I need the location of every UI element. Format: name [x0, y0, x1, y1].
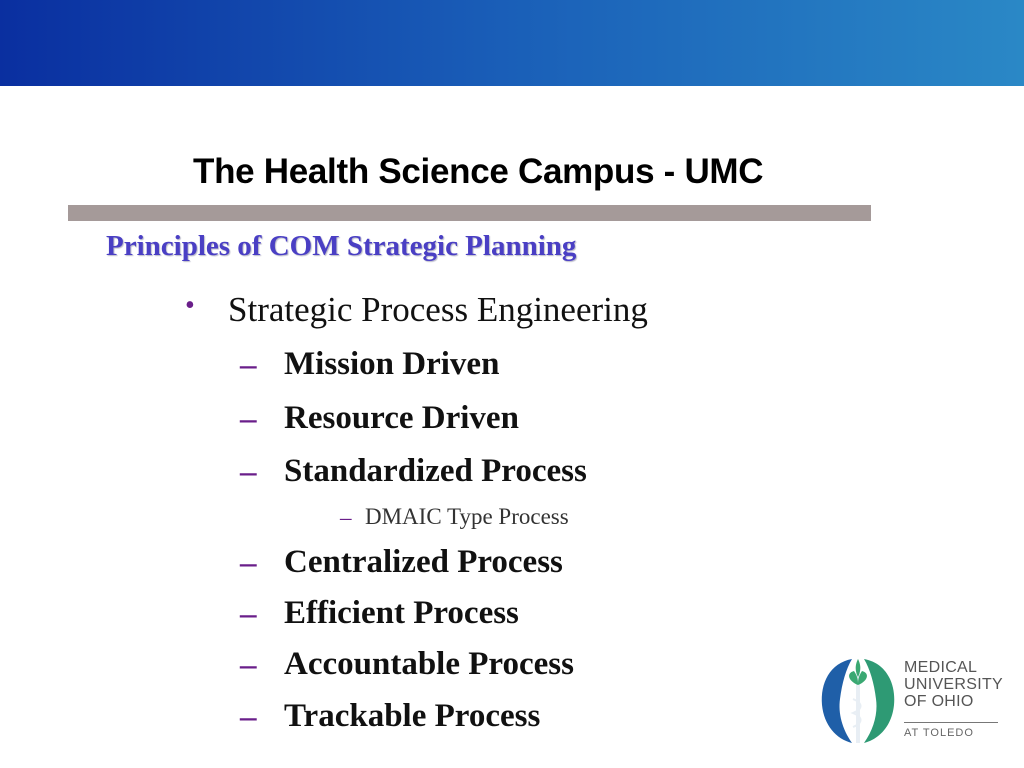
logo-wordmark — [904, 659, 1003, 710]
logo-line-2: UNIVERSITY — [904, 676, 1004, 693]
bullet-text: Mission Driven — [284, 346, 500, 382]
slide-title: The Health Science Campus - UMC — [193, 152, 764, 191]
bullet-marker: – — [240, 545, 257, 581]
logo-subtitle: AT TOLEDO — [904, 727, 974, 739]
bullet-marker: • — [185, 290, 195, 321]
bullet-marker: – — [340, 505, 352, 530]
logo-line-3: OF OHIO — [904, 693, 974, 710]
bullet-text: Strategic Process Engineering — [228, 290, 648, 329]
slide-subtitle: Principles of COM Strategic Planning — [106, 230, 577, 262]
title-divider — [68, 205, 871, 221]
bullet-marker: – — [240, 454, 257, 490]
bullet-text: DMAIC Type Process — [365, 504, 569, 529]
bullet-text: Accountable Process — [284, 646, 574, 682]
bullet-marker: – — [240, 647, 257, 683]
bullet-marker: – — [240, 401, 257, 437]
university-logo — [818, 655, 1008, 747]
header-band — [0, 0, 1024, 86]
bullet-text: Efficient Process — [284, 595, 519, 631]
bullet-text: Standardized Process — [284, 453, 587, 489]
bullet-marker: – — [240, 699, 257, 735]
logo-divider — [904, 722, 998, 723]
bullet-text: Centralized Process — [284, 544, 563, 580]
bullet-marker: – — [240, 596, 257, 632]
bullet-marker: – — [240, 347, 257, 383]
bullet-text: Resource Driven — [284, 400, 519, 436]
caduceus-emblem-icon — [818, 655, 898, 747]
bullet-text: Trackable Process — [284, 698, 541, 734]
logo-line-1: MEDICAL — [904, 659, 978, 676]
